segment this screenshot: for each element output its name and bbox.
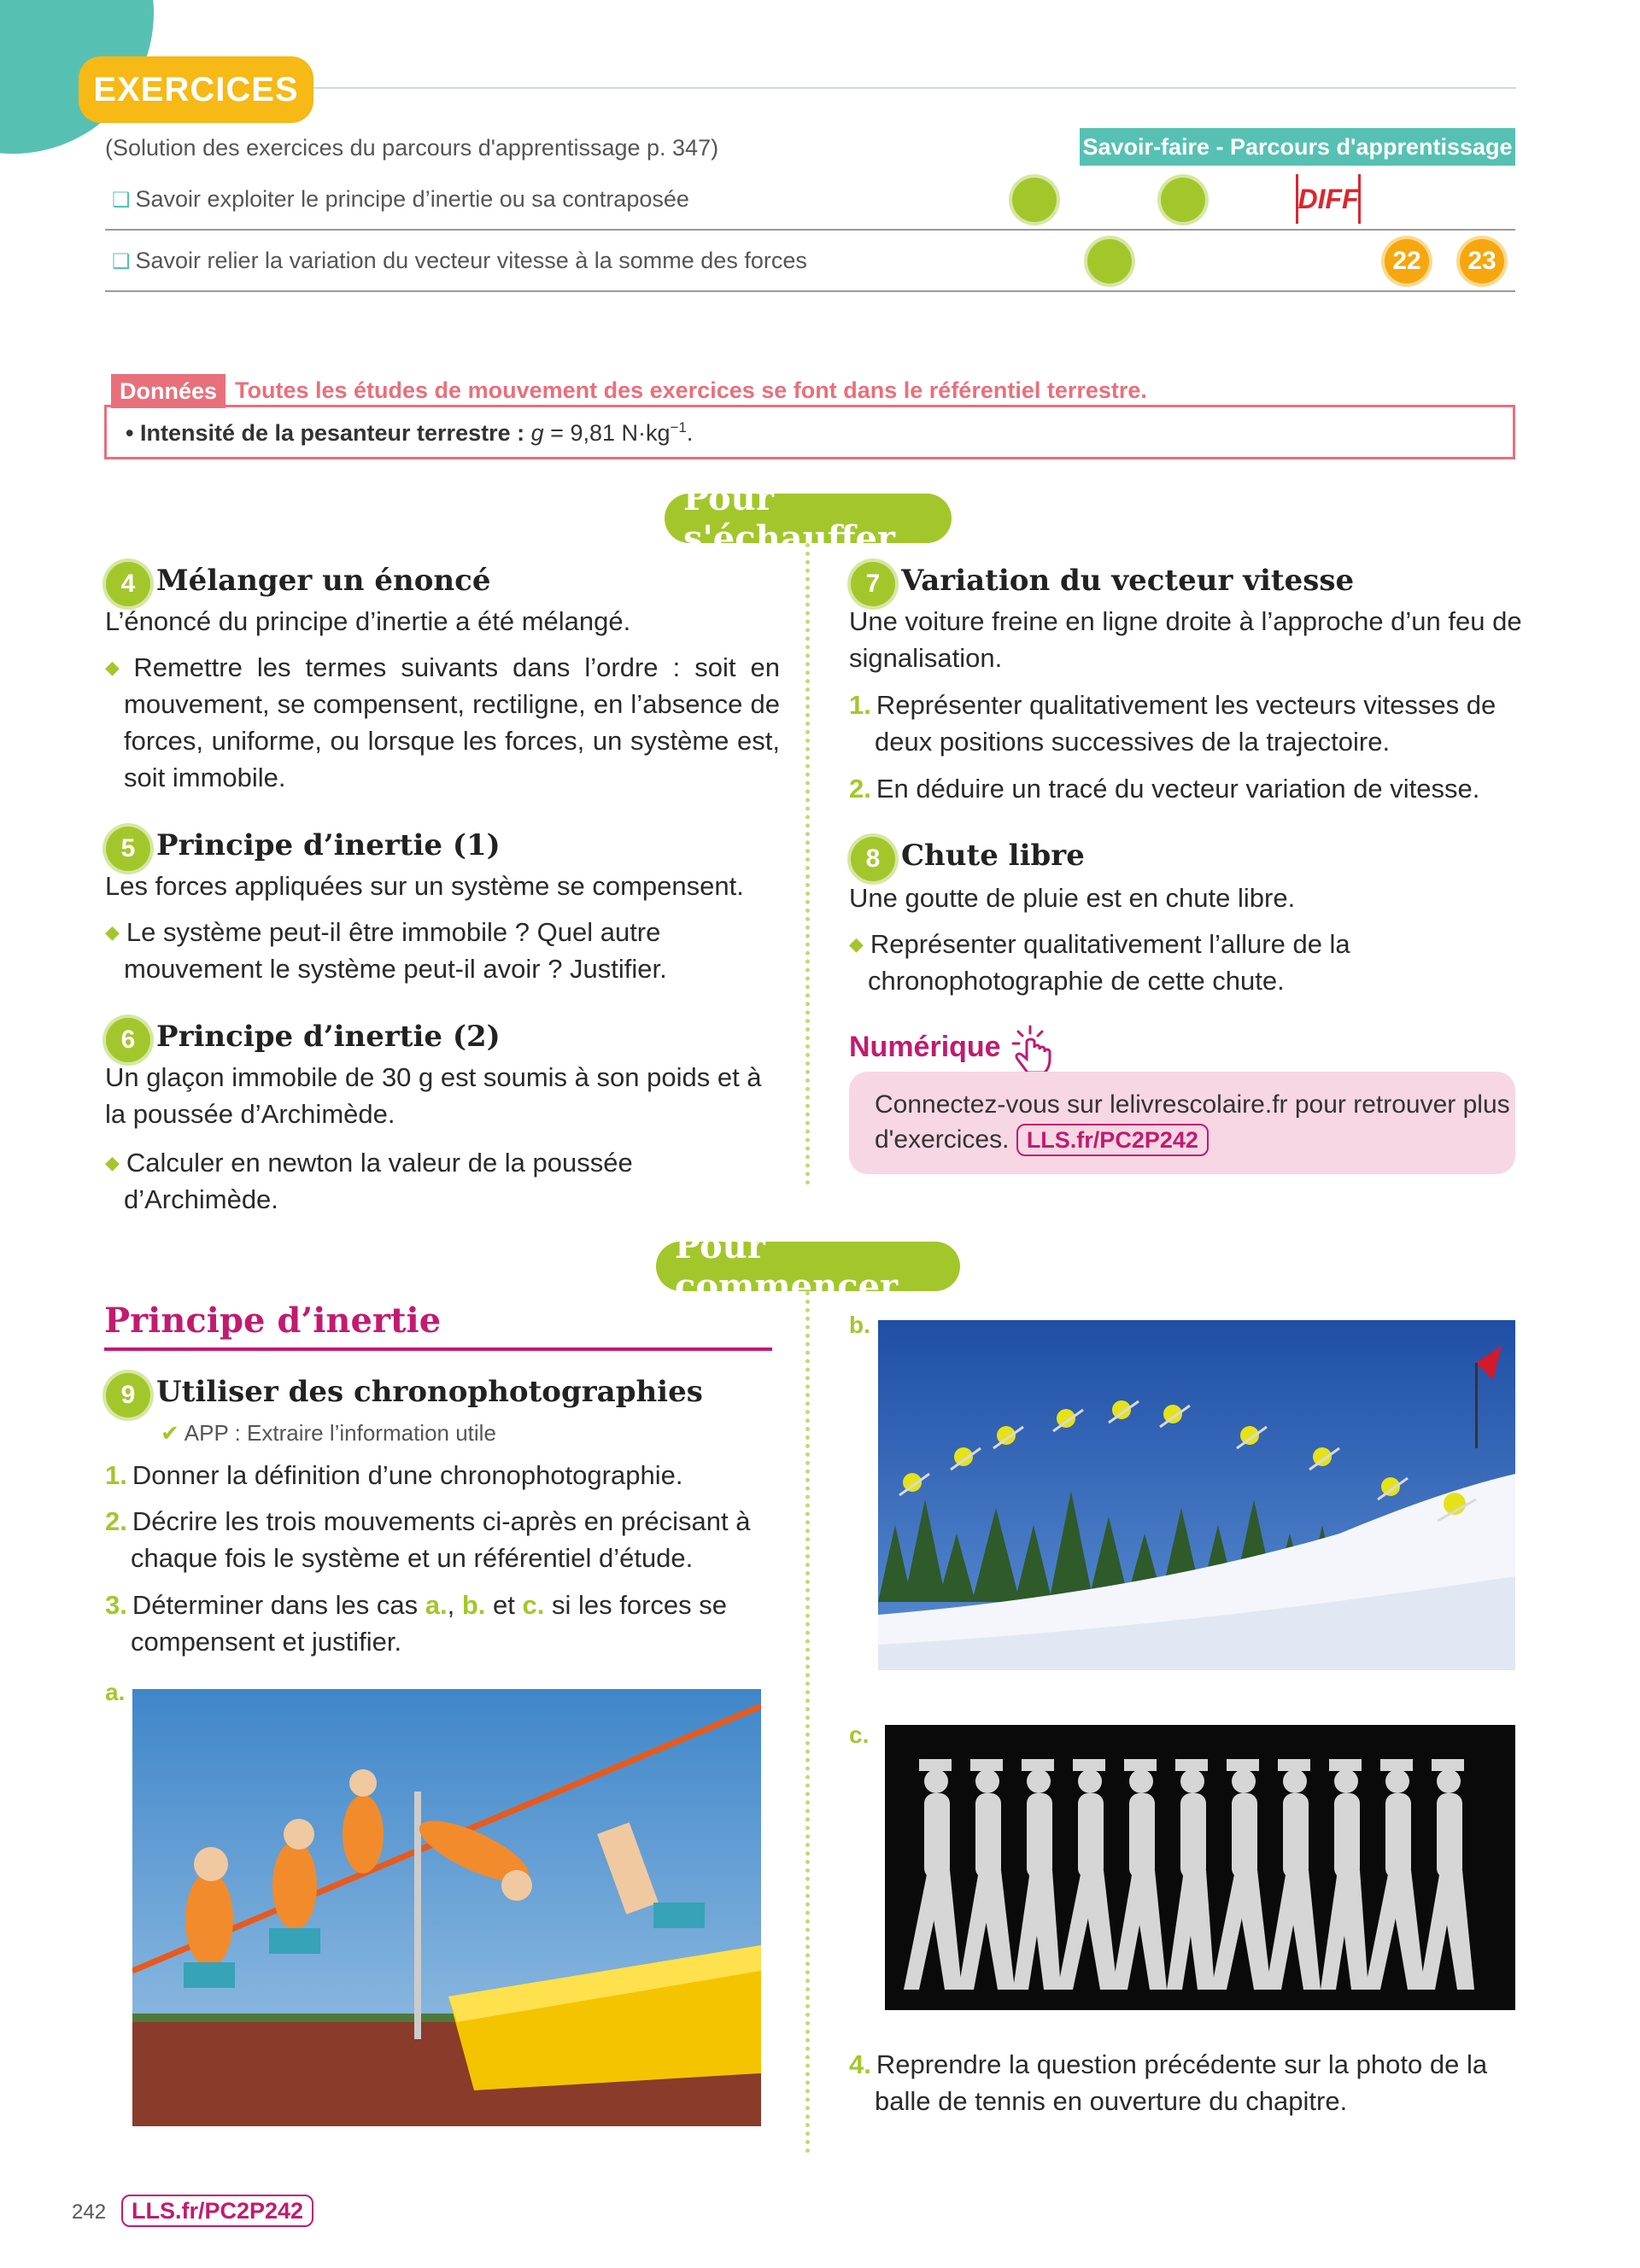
numerique-link[interactable]: LLS.fr/PC2P242 xyxy=(1016,1124,1209,1156)
bullet-icon: ◆ xyxy=(105,921,120,943)
donnees-symbol: g xyxy=(530,420,544,446)
exercise-title: Chute libre xyxy=(901,839,1085,873)
case-ref-c: c. xyxy=(522,1590,545,1620)
exercise-intro: Une voiture freine en ligne droite à l’approche d’un feu de signalisation. xyxy=(849,606,1522,673)
numerique-title: Numérique xyxy=(849,1031,1001,1063)
skill-text: Savoir exploiter le principe d’inertie ou sa contraposée xyxy=(135,186,689,212)
donnees-value: = 9,81 N·kg xyxy=(550,420,671,446)
principe-heading: Principe d’inertie xyxy=(104,1301,442,1341)
exercise-number-8: 8 xyxy=(851,837,895,881)
bullet-text: Remettre les termes suivants dans l’ordre : soit en mouvement, se compensent, rectiligne, en l’absence de forces, uniforme, ou lorsque les forces, un système est, soit immobile. xyxy=(124,652,780,792)
check-icon: ✔ xyxy=(161,1420,179,1446)
exercise-number-9: 9 xyxy=(106,1373,150,1418)
exercise-question xyxy=(849,2046,1524,2119)
solution-note: (Solution des exercices du parcours d'apprentissage p. 347) xyxy=(105,135,719,161)
question-number: 4. xyxy=(849,2049,871,2079)
skill-label xyxy=(112,186,689,213)
exercise-intro: L’énoncé du principe d’inertie a été mélangé. xyxy=(105,606,631,636)
exercise-intro: Un glaçon immobile de 30 g est soumis à son poids et à la poussée d’Archimède. xyxy=(105,1062,762,1129)
walking-chronophotography xyxy=(885,1725,1515,2010)
exercise-number-6: 6 xyxy=(106,1018,150,1062)
footer-link[interactable]: LLS.fr/PC2P242 xyxy=(121,2195,313,2227)
exercise-number-7: 7 xyxy=(851,562,895,606)
exercise-badge-12[interactable]: 12 xyxy=(1161,178,1205,222)
bullet-icon: ◆ xyxy=(105,657,127,678)
skill-label xyxy=(112,248,807,274)
exercise-badge-11[interactable]: 11 xyxy=(1087,239,1132,284)
image-label-c: c. xyxy=(849,1721,870,1748)
question-number: 1. xyxy=(105,1460,127,1490)
bullet-icon: ◆ xyxy=(849,933,864,955)
exercise-bullet xyxy=(105,649,780,796)
exercise-bullet xyxy=(105,914,780,987)
exercise-title: Utiliser des chronophotographies xyxy=(156,1375,703,1409)
question-text: , xyxy=(447,1590,455,1620)
savoir-faire-banner: Savoir-faire - Parcours d'apprentissage xyxy=(1080,128,1515,166)
column-divider xyxy=(805,1291,810,2154)
image-label-a: a. xyxy=(105,1679,126,1705)
question-number: 2. xyxy=(105,1506,127,1536)
question-text: Donner la définition d’une chronophotographie. xyxy=(132,1460,683,1490)
exercise-intro: Les forces appliquées sur un système se compensent. xyxy=(105,871,744,901)
question-text: et xyxy=(493,1590,515,1620)
app-skill-text: APP : Extraire l’information utile xyxy=(184,1420,496,1446)
donnees-exponent: −1 xyxy=(670,419,687,435)
exercise-intro: Une goutte de pluie est en chute libre. xyxy=(849,883,1296,913)
case-ref-b: b. xyxy=(461,1590,486,1620)
donnees-item xyxy=(126,419,693,447)
footer-link-wrapper xyxy=(121,2195,313,2227)
exercise-question xyxy=(105,1457,780,1493)
question-text: Déterminer dans les cas xyxy=(132,1590,419,1620)
diff-badge: DIFF xyxy=(1296,174,1361,224)
question-text: Reprendre la question précédente sur la photo de la balle de tennis en ouverture du chapitre. xyxy=(875,2049,1488,2116)
section-title-pour-s-echauffer: Pour s'échauffer xyxy=(665,494,952,543)
donnees-item-label: • Intensité de la pesanteur terrestre : xyxy=(126,420,525,446)
exercise-title: Principe d’inertie (2) xyxy=(156,1020,501,1054)
donnees-tag: Données xyxy=(111,374,226,408)
question-number: 3. xyxy=(105,1590,127,1620)
exercise-number-4: 4 xyxy=(106,562,150,606)
exercices-tab xyxy=(79,56,313,123)
numerique-message: Connectez-vous sur lelivrescolaire.fr pour retrouver plus d'exercices. xyxy=(875,1090,1510,1154)
donnees-box xyxy=(104,405,1515,459)
exercise-question xyxy=(849,687,1524,760)
exercise-question xyxy=(105,1587,780,1660)
question-text: si les forces se compensent et justifier. xyxy=(131,1590,728,1657)
question-text: Représenter qualitativement les vecteurs vitesses de deux positions successives de la trajectoire. xyxy=(875,690,1496,757)
exercise-title: Mélanger un énoncé xyxy=(156,564,491,598)
donnees-end: . xyxy=(686,420,694,446)
skier-photo xyxy=(878,1320,1515,1670)
numerique-text xyxy=(875,1087,1515,1157)
exercise-badge-10[interactable]: 10 xyxy=(1012,178,1057,222)
skill-text: Savoir relier la variation du vecteur vitesse à la somme des forces xyxy=(135,248,807,273)
image-label-b: b. xyxy=(849,1312,870,1338)
exercise-title: Variation du vecteur vitesse xyxy=(901,564,1355,598)
exercise-badge-22[interactable]: 22 xyxy=(1385,239,1429,284)
question-number: 2. xyxy=(849,774,871,804)
high-jump-photo xyxy=(132,1689,761,2126)
app-skill xyxy=(161,1420,496,1447)
heading-rule xyxy=(104,1347,772,1351)
question-number: 1. xyxy=(849,690,871,720)
exercices-tab-label: EXERCICES xyxy=(93,70,299,108)
exercise-question xyxy=(849,770,1524,807)
question-text: En déduire un tracé du vecteur variation de vitesse. xyxy=(876,774,1480,804)
checkbox-icon: ❑ xyxy=(112,189,131,212)
skill-row xyxy=(105,169,1515,231)
case-ref-a: a. xyxy=(425,1590,448,1620)
donnees-title: Toutes les études de mouvement des exercices se font dans le référentiel terrestre. xyxy=(235,377,1147,403)
bullet-text: Calculer en newton la valeur de la poussée d’Archimède. xyxy=(124,1148,633,1214)
exercise-bullet xyxy=(105,1144,788,1218)
exercise-badge-23[interactable]: 23 xyxy=(1460,239,1504,284)
bullet-text: Représenter qualitativement l’allure de la chronophotographie de cette chute. xyxy=(868,929,1350,996)
skill-row xyxy=(105,231,1515,292)
question-text: Décrire les trois mouvements ci-après en précisant à chaque fois le système et un référentiel d’étude. xyxy=(131,1506,751,1573)
checkbox-icon: ❑ xyxy=(112,250,131,273)
section-title-pour-commencer: Pour commencer xyxy=(656,1242,960,1291)
exercise-number-5: 5 xyxy=(106,827,150,871)
bullet-text: Le système peut-il être immobile ? Quel autre mouvement le système peut-il avoir ? Justifier. xyxy=(124,917,667,984)
numerique-box xyxy=(849,1072,1515,1174)
column-divider xyxy=(805,543,810,1185)
bullet-icon: ◆ xyxy=(105,1152,120,1173)
exercise-question xyxy=(105,1503,780,1576)
header-rule xyxy=(313,87,1516,89)
page-number: 242 xyxy=(72,2201,107,2224)
exercise-bullet xyxy=(849,926,1524,999)
exercise-title: Principe d’inertie (1) xyxy=(156,828,501,862)
